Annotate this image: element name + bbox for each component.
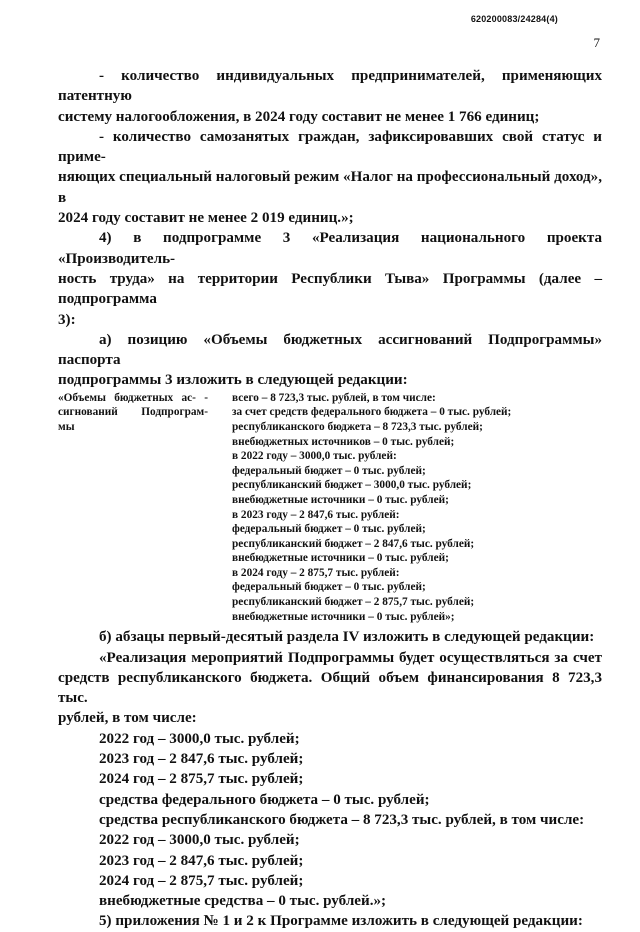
financing-line: 2024 год – 2 875,7 тыс. рублей; [99, 771, 304, 788]
passport-value-line: внебюджетные источники – 0 тыс. рублей; [232, 552, 449, 565]
passport-value-line: внебюджетных источников – 0 тыс. рублей; [232, 435, 455, 448]
paragraph-line: подпрограммы 3 изложить в следующей редакции: [58, 372, 408, 389]
paragraph-passport-position [58, 330, 602, 391]
passport-value-line: внебюджетные источники – 0 тыс. рублей; [232, 493, 449, 506]
financing-line: средства республиканского бюджета – 8 723,3 тыс. рублей, в том числе: [99, 811, 585, 828]
document-body [58, 66, 602, 932]
financing-line: внебюджетные средства – 0 тыс. рублей.»; [99, 893, 387, 910]
passport-value-line: республиканского бюджета – 8 723,3 тыс. рублей; [232, 420, 483, 433]
paragraph-subprogram-3 [58, 228, 602, 329]
passport-value-line: всего – 8 723,3 тыс. рублей, в том числе: [232, 391, 436, 404]
paragraph-line: няющих специальный налоговый режим «Налог на профессиональный доход», в [58, 169, 602, 206]
paragraph-line: - количество индивидуальных предпринимателей, применяющих патентную [58, 68, 602, 105]
paragraph-entrepreneurs [58, 66, 602, 127]
paragraph-line: - количество самозанятых граждан, зафиксировавших свой статус и приме- [58, 128, 602, 166]
passport-label [58, 391, 208, 625]
section-b-intro: б) абзацы первый-десятый раздела IV изложить в следующей редакции: [99, 629, 595, 646]
passport-value-line: в 2022 году – 3000,0 тыс. рублей: [232, 450, 397, 463]
financing-line: средства федерального бюджета – 0 тыс. рублей; [99, 791, 430, 808]
passport-table [58, 391, 602, 625]
passport-value-line: республиканский бюджет – 2 875,7 тыс. рублей; [232, 596, 475, 609]
financing-line: 2022 год – 3000,0 тыс. рублей; [99, 832, 300, 849]
page-number: 7 [593, 35, 600, 50]
paragraph-line: 2024 году составит не менее 2 019 единиц.»; [58, 210, 354, 227]
appendix-instruction: 5) приложения № 1 и 2 к Программе изложить в следующей редакции: [99, 913, 583, 930]
paragraph-line: ность труда» на территории Республики Тыва» Программы (далее – подпрограмма [58, 270, 602, 308]
passport-value-line: в 2023 году – 2 847,6 тыс. рублей: [232, 508, 400, 521]
paragraph-line: «Реализация мероприятий Подпрограммы будет осуществляться за счет [99, 649, 602, 666]
paragraph-self-employed [58, 127, 602, 228]
passport-label-line: мы [58, 420, 75, 433]
passport-label-line: сигнований Подпрограм- [58, 406, 208, 419]
financing-line: 2022 год – 3000,0 тыс. рублей; [99, 730, 300, 747]
passport-values [232, 391, 602, 625]
section-b-quote [58, 648, 602, 729]
passport-value-line: внебюджетные источники – 0 тыс. рублей»; [232, 610, 455, 623]
passport-value-line: в 2024 году – 2 875,7 тыс. рублей: [232, 566, 400, 579]
financing-line: 2023 год – 2 847,6 тыс. рублей; [99, 751, 304, 768]
financing-line: 2023 год – 2 847,6 тыс. рублей; [99, 852, 304, 869]
financing-line: 2024 год – 2 875,7 тыс. рублей; [99, 872, 304, 889]
passport-value-line: федеральный бюджет – 0 тыс. рублей; [232, 581, 426, 594]
document-id: 620200083/24284(4) [470, 14, 558, 24]
passport-value-line: федеральный бюджет – 0 тыс. рублей; [232, 464, 426, 477]
passport-value-line: республиканский бюджет – 3000,0 тыс. рублей; [232, 479, 472, 492]
paragraph-line: 3): [58, 311, 76, 328]
paragraph-line: средств республиканского бюджета. Общий объем финансирования 8 723,3 тыс. [58, 669, 602, 707]
passport-value-line: республиканский бюджет – 2 847,6 тыс. рублей; [232, 537, 475, 550]
paragraph-line: систему налогообложения, в 2024 году составит не менее 1 766 единиц; [58, 108, 540, 125]
paragraph-line: 4) в подпрограмме 3 «Реализация национального проекта «Производитель- [58, 230, 602, 267]
passport-value-line: за счет средств федерального бюджета – 0 тыс. рублей; [232, 406, 512, 419]
paragraph-line: а) позицию «Объемы бюджетных ассигнований Подпрограммы» паспорта [58, 331, 602, 369]
passport-value-line: федеральный бюджет – 0 тыс. рублей; [232, 523, 426, 536]
passport-label-line: «Объемы бюджетных ас- - [58, 391, 208, 404]
paragraph-line: рублей, в том числе: [58, 710, 197, 727]
